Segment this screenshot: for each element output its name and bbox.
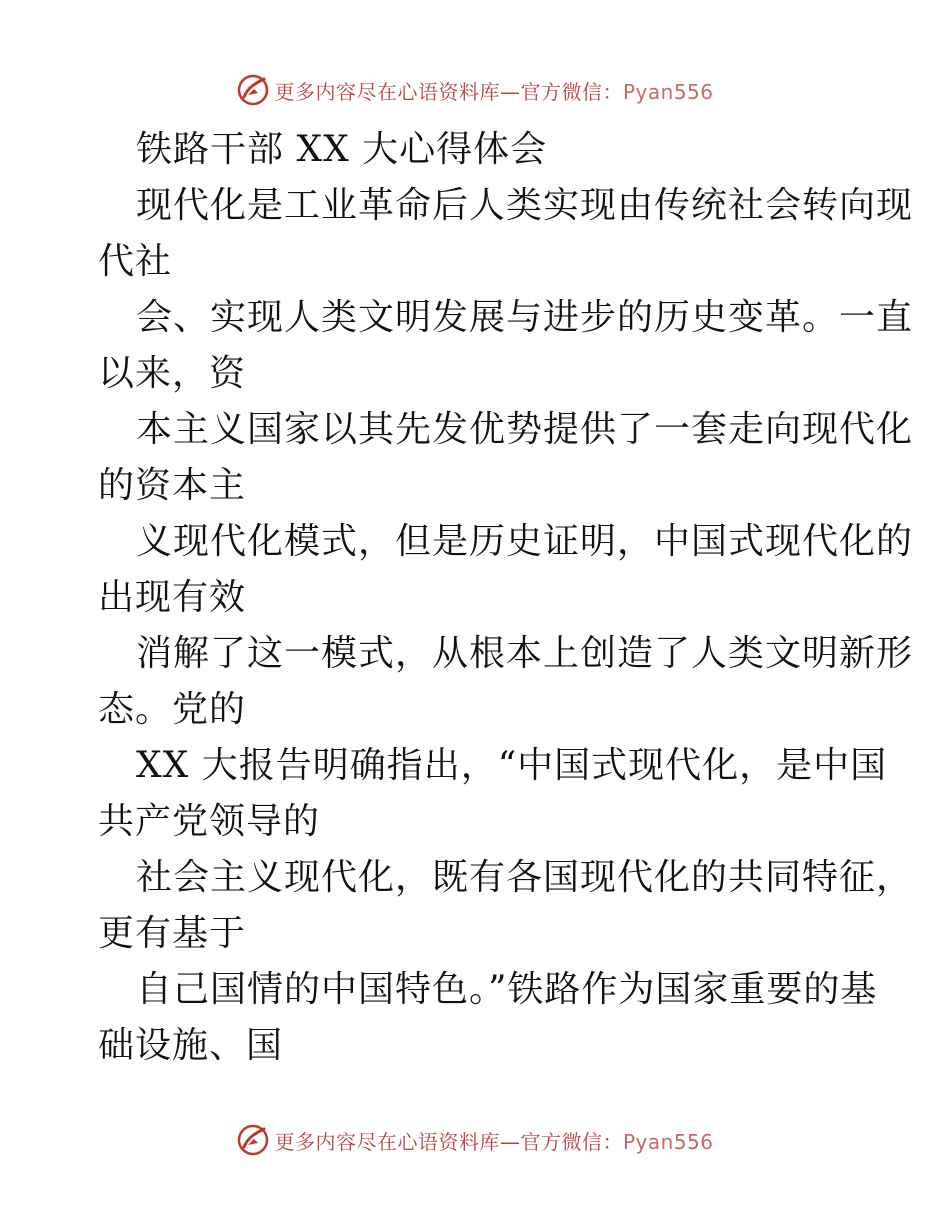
text-line: 现代化是工业革命后人类实现由传统社会转向现 xyxy=(136,185,914,226)
text-line: 会、实现人类文明发展与进步的历史变革。一直 xyxy=(136,297,914,338)
text-line: 的资本主 xyxy=(98,465,247,506)
watermark-text: 更多内容尽在心语资料库—官方微信： xyxy=(274,1129,623,1154)
text-line: 本主义国家以其先发优势提供了一套走向现代化 xyxy=(136,409,914,450)
text-line: 社会主义现代化，既有各国现代化的共同特征， xyxy=(136,857,914,898)
footer-watermark xyxy=(0,1120,950,1160)
paragraph-lines xyxy=(98,178,914,1074)
seal-pen-logo-icon xyxy=(236,1123,270,1157)
seal-pen-logo-icon xyxy=(236,73,270,107)
text-line: 消解了这一模式，从根本上创造了人类文明新形 xyxy=(136,633,914,674)
text-line: 更有基于 xyxy=(98,913,247,954)
document-body xyxy=(98,122,914,1074)
watermark-wechat-id: Pyan556 xyxy=(622,1129,714,1154)
text-line: 以来，资 xyxy=(98,353,247,394)
header-watermark xyxy=(0,70,950,110)
text-line: 态。党的 xyxy=(98,689,247,730)
text-line: XX 大报告明确指出，“中国式现代化，是中国 xyxy=(136,745,888,786)
text-line: 共产党领导的 xyxy=(98,801,321,842)
text-line: 出现有效 xyxy=(98,577,247,618)
text-line: 代社 xyxy=(98,241,173,282)
text-line: 础设施、国 xyxy=(98,1025,284,1066)
watermark-text: 更多内容尽在心语资料库—官方微信： xyxy=(274,79,623,104)
document-title: 铁路干部 XX 大心得体会 xyxy=(136,129,548,170)
text-line: 义现代化模式，但是历史证明，中国式现代化的 xyxy=(136,521,914,562)
watermark-wechat-id: Pyan556 xyxy=(622,79,714,104)
text-line: 自己国情的中国特色。”铁路作为国家重要的基 xyxy=(136,969,878,1010)
